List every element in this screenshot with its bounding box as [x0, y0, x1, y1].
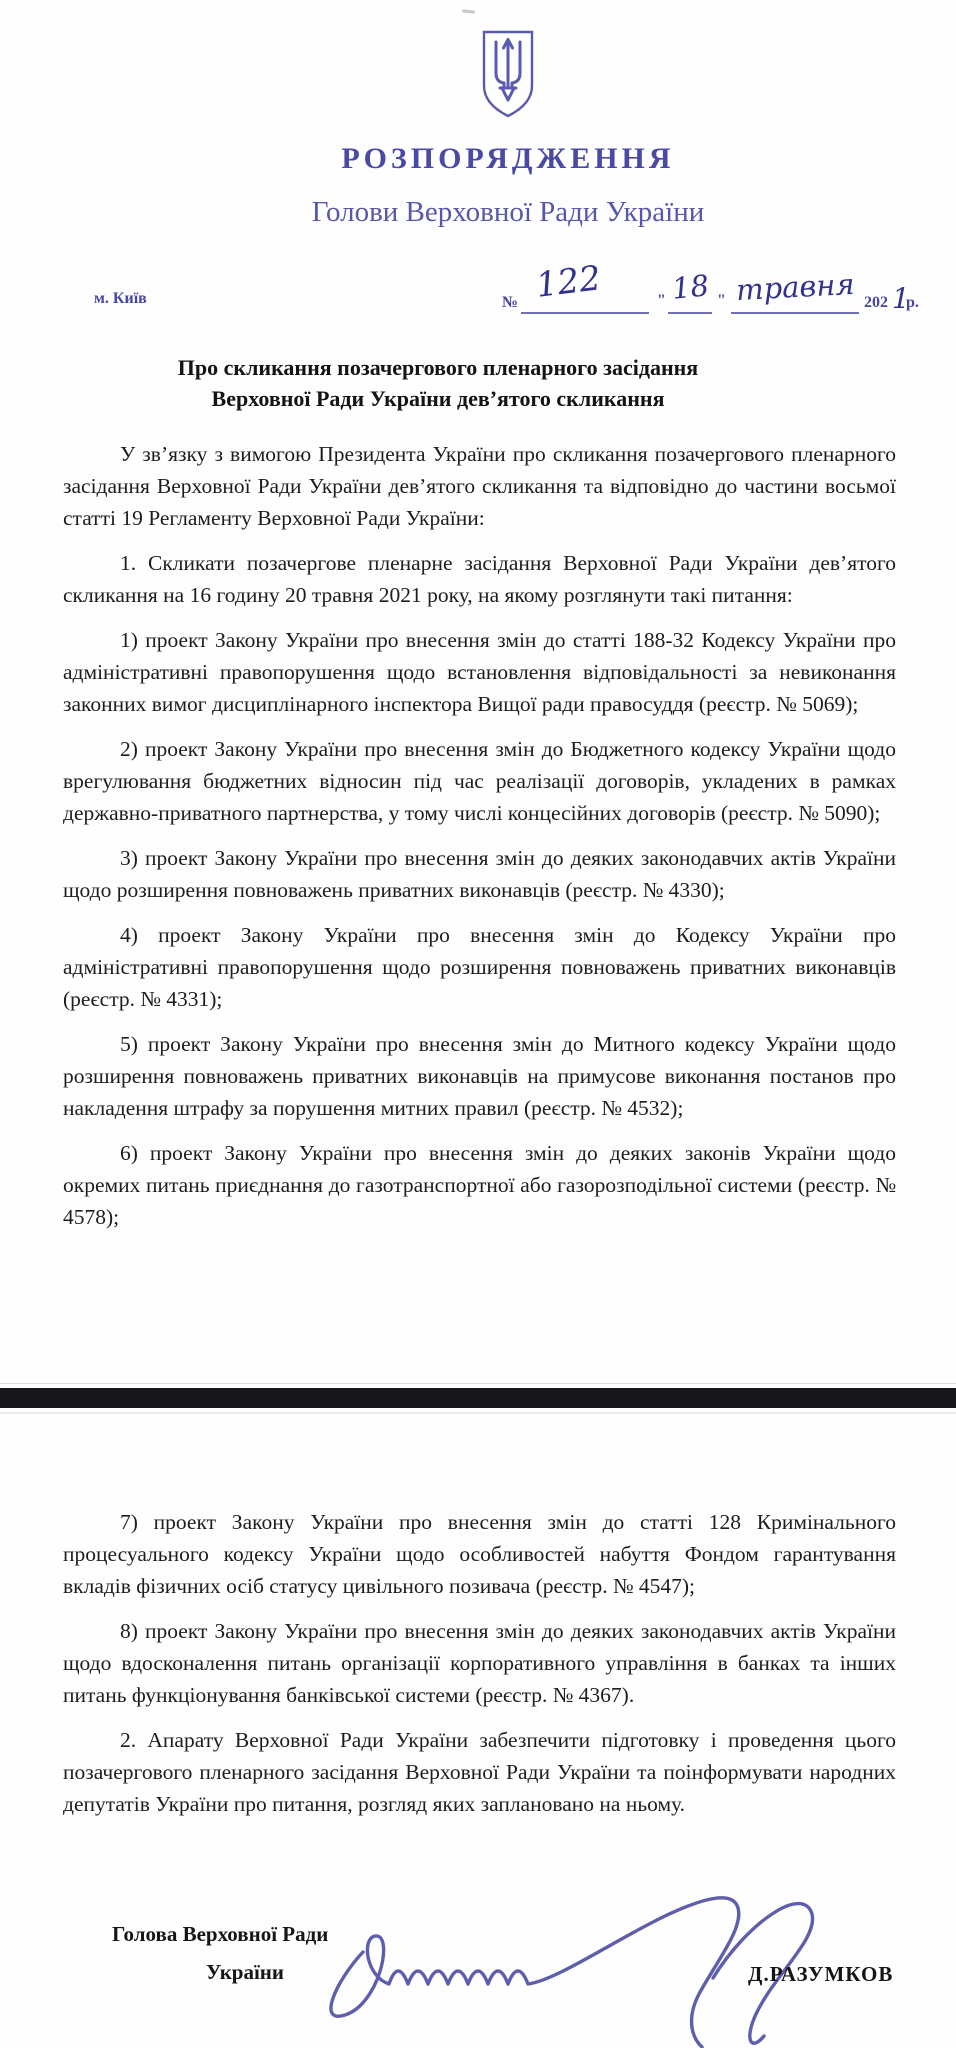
paragraph-item-1-convene: 1. Скликати позачергове пленарне засідання Верховної Ради України дев’ятого скликання на 16 годину 20 травня 2021 року, на якому розглянути такі питання:	[63, 551, 896, 607]
place-label: м. Київ	[94, 290, 147, 307]
body-text-page1	[63, 438, 896, 1246]
signatory-position-line1: Голова Верховної Ради	[112, 1922, 329, 1946]
paragraph-intro: У зв’язку з вимогою Президента України про скликання позачергового пленарного засідання Верховної Ради України дев’ятого скликання та відповідно до частини восьмої статті 19 Регламенту Верховної Ради України:	[63, 442, 896, 530]
doc-issuer-subtitle: Голови Верховної Ради України	[311, 196, 705, 228]
scan-page-break-band	[0, 1388, 956, 1408]
doc-type-title: РОЗПОРЯДЖЕННЯ	[341, 142, 675, 175]
scan-artifact-dash	[462, 9, 475, 13]
paragraph-bill-7: 7) проект Закону України про внесення змін до статті 128 Кримінального процесуального кодексу України щодо особливостей набуття Фондом гарантування вкладів фізичних осіб статусу цивільного позивача (реєстр. № 4547);	[63, 1510, 896, 1598]
ukraine-trident-emblem-icon	[479, 28, 537, 120]
number-rule	[521, 312, 649, 314]
signatory-name: Д.РАЗУМКОВ	[748, 1962, 894, 1986]
scan-hairline-top	[0, 1383, 956, 1384]
day-rule	[668, 312, 712, 314]
day-value-handwritten: 18	[670, 268, 711, 306]
paragraph-item-2-apparatus: 2. Апарату Верховної Ради України забезпечити підготовку і проведення цього позачергового пленарного засідання Верховної Ради України та поінформувати народних депутатів України про питання, розгляд яких заплановано на ньому.	[63, 1728, 896, 1816]
paragraph-bill-3: 3) проект Закону України про внесення змін до деяких законодавчих актів України щодо розширення повноважень приватних виконавців (реєстр. № 4330);	[63, 846, 896, 902]
paragraph-bill-6: 6) проект Закону України про внесення змін до деяких законів України щодо окремих питань приєднання до газотранспортної або газорозподільної системи (реєстр. № 4578);	[63, 1141, 896, 1229]
number-label: №	[502, 294, 519, 311]
month-rule	[731, 312, 859, 314]
number-value-handwritten: 122	[533, 258, 604, 306]
paragraph-bill-4: 4) проект Закону України про внесення змін до Кодексу України про адміністративні правопорушення щодо розширення повноважень приватних виконавців (реєстр. № 4331);	[63, 923, 896, 1011]
month-value-handwritten: травня	[735, 266, 856, 308]
scan-hairline-bottom	[0, 1412, 956, 1414]
doc-title-line1: Про скликання позачергового пленарного засідання	[177, 355, 699, 380]
doc-title	[98, 352, 778, 414]
paragraph-bill-5: 5) проект Закону України про внесення змін до Митного кодексу України щодо розширення повноважень приватних виконавців на примусове виконання постанов про накладення штрафу за порушення митних правил (реєстр. № 4532);	[63, 1032, 896, 1120]
paragraph-bill-2: 2) проект Закону України про внесення змін до Бюджетного кодексу України щодо врегулювання бюджетних відносин під час реалізації договорів, укладених в рамках державно-приватного партнерства, у тому числі концесійних договорів (реєстр. № 5090);	[63, 737, 896, 825]
paragraph-bill-8: 8) проект Закону України про внесення змін до деяких законодавчих актів України щодо вдосконалення питань організації корпоративного управління в банках та інших питань функціонування банківської системи (реєстр. № 4367).	[63, 1619, 896, 1707]
paragraph-bill-1: 1) проект Закону України про внесення змін до статті 188-32 Кодексу України про адміністративні правопорушення щодо встановлення відповідальності за невиконання законних вимог дисциплінарного інспектора Вищої ради правосуддя (реєстр. № 5069);	[63, 628, 896, 716]
year-digit-handwritten: 1	[892, 282, 910, 315]
year-prefix: 202	[864, 294, 888, 311]
year-suffix: р.	[906, 294, 919, 311]
day-close-quote: "	[717, 292, 726, 309]
body-text-page2	[63, 1506, 896, 1833]
doc-title-line2: Верховної Ради України дев’ятого скликання	[211, 386, 665, 411]
day-open-quote: "	[657, 292, 666, 309]
signature-block	[0, 1900, 956, 2048]
signatory-position-line2: України	[206, 1960, 285, 1984]
dateline	[0, 258, 956, 332]
